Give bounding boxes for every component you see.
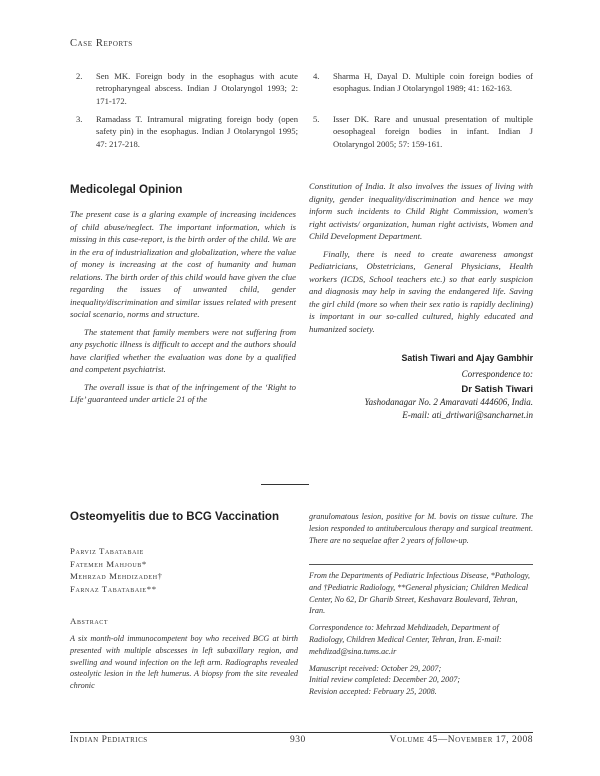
section-header: Case Reports [70,38,133,49]
footer-volume: Volume 45—November 17, 2008 [389,735,533,745]
paragraph: The overall issue is that of the infringement of the ‘Right to Life’ guaranteed under article 21 of the [70,381,296,404]
paragraph: Constitution of India. It also involves the issues of living with dignity, gender inequality/discrimination and hence we may inform such incidents to Child Right Commission, women's right activists/ organization, human right activists, Women and Child Development Department. [309,181,533,241]
article-correspondence: Correspondence to: Mehrzad Mehdizadeh, Department of Radiology, Children Medical Center, Tehran, Iran. E-mail: mehdizad@sina.tums.ac.ir [309,623,502,656]
paragraph: The statement that family members were not suffering from any psychotic illness is difficult to accept and the authors should have clarified whether the evaluation was done by a qualified and competent psychiatrist. [70,326,296,374]
article-title: Osteomyelitis due to BCG Vaccination [70,511,279,523]
abstract-text: A six month-old immunocompetent boy who received BCG at birth presented with multiple abscesses in left subaxillary region, and swelling and wound infection on the left arm. Radiographs revealed osteolytic lesion in the left humerus. A biopsy from the site revealed chronic [70,634,298,691]
affiliations [309,570,533,698]
paragraph: The present case is a glaring example of increasing incidences of child abuse/neglect. The important information, which is missing in this case-report, is the birth order of the child. We are in the era of industrialization and globalization, where the value of money is increasing at the cost of humanity and human relations. The birth order of this child would have given the clue regarding the issues of unwanted child, gender inequality/discrimination and similar issues related with present social scenario, norms and structure. [70,209,296,319]
manuscript-received: Manuscript received: October 29, 2007; [309,663,442,673]
signature-block [300,352,533,422]
reference-item: 5. Isser DK. Rare and unusual presentation of multiple oesophageal foreign bodies in infant. Indian J Otolaryngol 2005; 57: 159-161. [313,114,533,149]
correspondent-email: E-mail: ati_drtiwari@sancharnet.in [402,410,533,420]
paragraph: Finally, there is need to create awareness amongst Pediatricians, Obstetricians, General Physicians, Health workers (ICDS, School teachers etc.) so that early suspicion and diagnosis may help in saving the endangered life. Saving the girl child (more so when their sex ratio is rapidly declining) is important in our so-called cultured, highly educated and humanized society. [309,248,533,334]
section-divider [261,484,309,485]
author: Fatemeh Mahjoub* [70,558,147,569]
footer-journal: Indian Pediatrics [70,735,148,745]
author: Mehrzad Mehdizadeh† [70,571,163,582]
medicolegal-right-column [309,180,533,340]
reference-item: 4. Sharma H, Dayal D. Multiple coin foreign bodies of esophagus. Indian J Otolaryngol 1989; 41: 162-163. [313,71,533,94]
signature-authors: Satish Tiwari and Ajay Gambhir [401,353,533,363]
medicolegal-title: Medicolegal Opinion [70,184,183,196]
author: Parviz Tabatabaie [70,546,144,556]
affiliation-text: From the Departments of Pediatric Infectious Disease, *Pathology, and †Pediatric Radiology, **General physician; Children Medical Center, No 62, Dr Gharib Street, Keshavarz Boulevard, Tehran, Iran. [309,571,530,616]
author: Farnaz Tabatabaie** [70,583,157,594]
reference-item: 2. Sen MK. Foreign body in the esophagus with acute retropharyngeal abscess. Indian J Otolaryngol 1993; 2: 171-172. [76,71,298,106]
page-number: 930 [290,735,306,745]
correspondent-name: Dr Satish Tiwari [461,384,533,395]
reference-item: 3. Ramadass T. Intramural migrating foreign body (open safety pin) in the esophagus. Indian J Otolaryngol 1995; 47: 217-218. [76,114,298,149]
abstract-heading: Abstract [70,616,109,626]
correspondence-label: Correspondence to: [461,369,533,379]
correspondent-address: Yashodanagar No. 2 Amaravati 444606, India. [364,397,533,407]
affiliation-divider [309,564,533,565]
footer-rule [70,732,533,733]
abstract-text-continued: granulomatous lesion, positive for M. bovis on tissue culture. The lesion responded to antituberculous therapy and surgical treatment. There are no sequelae after 2 years of follow-up. [309,512,533,545]
initial-review: Initial review completed: December 20, 2007; [309,675,461,685]
author-list [70,545,163,595]
revision-accepted: Revision accepted: February 25, 2008. [309,687,437,697]
medicolegal-left-column [70,208,296,411]
